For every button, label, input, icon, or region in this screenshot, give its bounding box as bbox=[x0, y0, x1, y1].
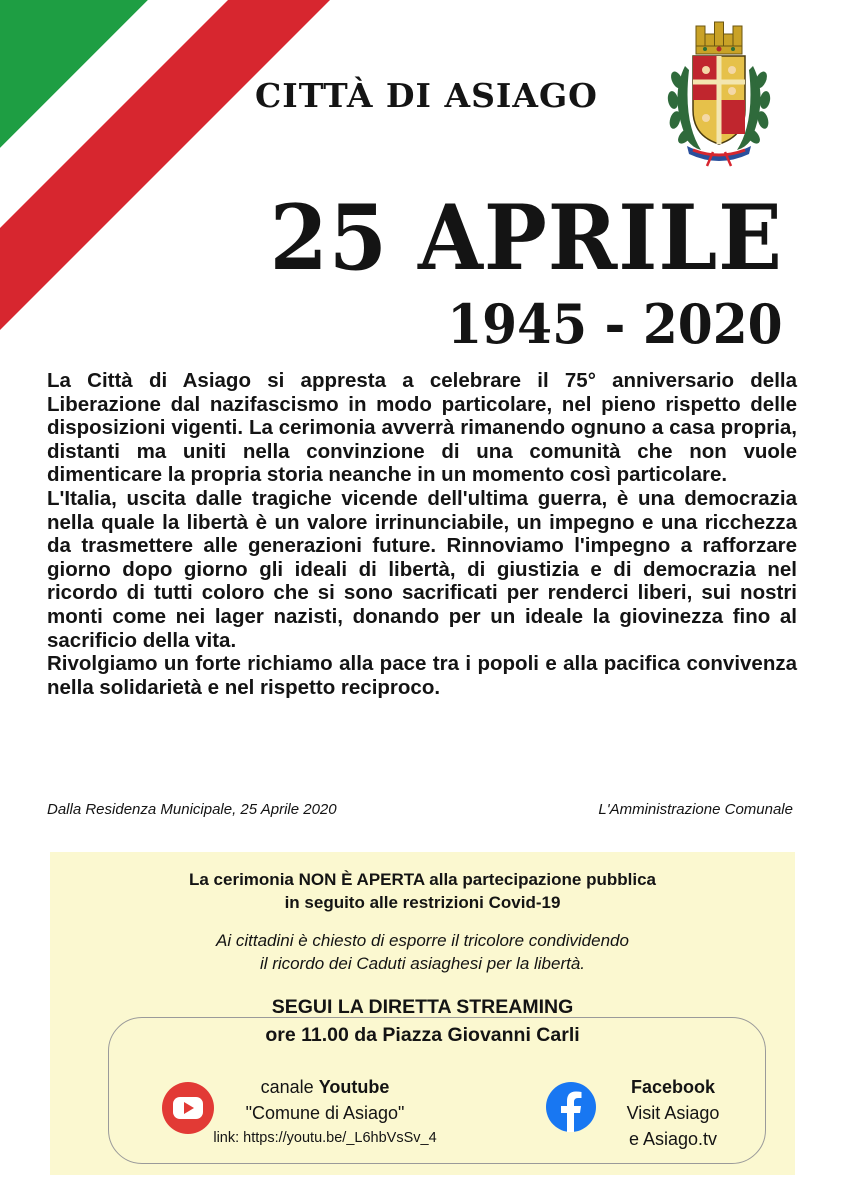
signature-place-date: Dalla Residenza Municipale, 25 Aprile 2020 bbox=[47, 801, 337, 818]
youtube-channel-info: canale Youtube "Comune di Asiago" link: https://youtu.be/_L6hbVsSv_4 bbox=[175, 1074, 475, 1150]
notice-restrictions-line: in seguito alle restrizioni Covid-19 bbox=[284, 893, 561, 912]
anniversary-years: 1945 - 2020 bbox=[447, 292, 783, 356]
notice-closed-line: La cerimonia NON È APERTA alla partecipazione pubblica bbox=[189, 870, 656, 889]
covid-notice-box bbox=[50, 852, 795, 1175]
facebook-label: Facebook bbox=[630, 1077, 716, 1097]
crest-shield bbox=[693, 56, 745, 144]
facebook-info bbox=[610, 1074, 736, 1152]
crest-ribbon bbox=[687, 146, 751, 166]
facebook-icon[interactable] bbox=[546, 1082, 596, 1132]
facebook-page-2[interactable]: e Asiago.tv bbox=[628, 1129, 718, 1149]
facebook-page-1[interactable]: Visit Asiago bbox=[626, 1103, 720, 1123]
paragraph-democracy: L'Italia, uscita dalle tragiche vicende dell'ultima guerra, è una democrazia nella quale la libertà è un valore irrinunciabile, un impegno e una ricchezza da trasmettere alle generazioni future. Rinnoviamo l'impegno a rafforzare giorno dopo giorno gli ideali di libertà, di giustizia e di democrazia nel ricordo di tutti coloro che si sono sacrificati per renderci liberi, sui nostri monti come nei lager nazisti, donando per un ideale la giovinezza fino al sacrificio della vita. bbox=[47, 486, 797, 652]
youtube-channel-name: "Comune di Asiago" bbox=[245, 1103, 405, 1123]
streaming-title: SEGUI LA DIRETTA STREAMING bbox=[271, 996, 574, 1018]
paragraph-celebration: La Città di Asiago si appresta a celebrare il 75° anniversario della Liberazione dal nazifascismo in modo particolare, nel pieno rispetto delle disposizioni vigenti. La cerimonia avverrà rimanendo ognuno a casa propria, distanti ma uniti nella convinzione di una comunità che non vuole dimenticare la propria storia neanche in un momento così particolare. bbox=[47, 369, 797, 487]
city-title: CITTÀ DI ASIAGO bbox=[255, 76, 598, 115]
asiago-coat-of-arms bbox=[663, 18, 775, 168]
streaming-time-place: ore 11.00 da Piazza Giovanni Carli bbox=[265, 1024, 580, 1046]
announcement-text bbox=[47, 369, 797, 699]
crest-crown bbox=[696, 22, 742, 54]
notice-closed-emphasis: NON È APERTA bbox=[298, 870, 425, 889]
notice-invite-line-1: Ai cittadini è chiesto di esporre il tricolore condividendo bbox=[216, 931, 629, 950]
youtube-label: Youtube bbox=[318, 1077, 390, 1097]
notice-invite-line-2: il ricordo dei Caduti asiaghesi per la libertà. bbox=[259, 954, 586, 973]
paragraph-peace: Rivolgiamo un forte richiamo alla pace tra i popoli e alla pacifica convivenza nella solidarietà e nel rispetto reciproco. bbox=[47, 652, 797, 699]
signature-author: L'Amministrazione Comunale bbox=[598, 801, 793, 818]
youtube-link[interactable]: link: https://youtu.be/_L6hbVsSv_4 bbox=[213, 1130, 437, 1146]
event-date-title: 25 APRILE bbox=[269, 185, 783, 291]
